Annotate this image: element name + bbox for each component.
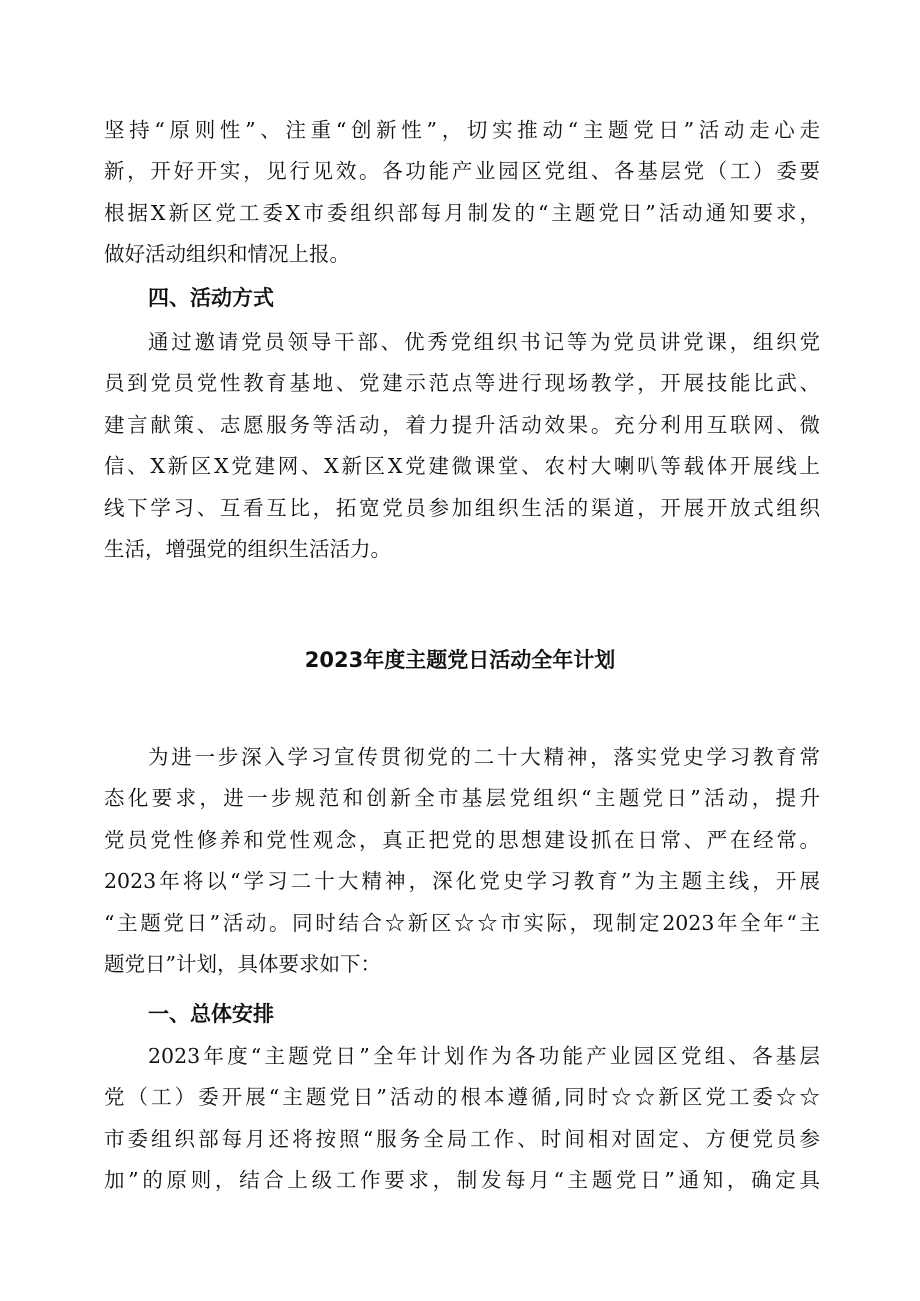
paragraph-line: 加”的原则，结合上级工作要求，制发每月“主题党日”通知，确定具 [104,1168,820,1192]
paragraph-line: 坚持“原则性”、注重“创新性”，切实推动“主题党日”活动走心走 [104,118,820,142]
paragraph-line: “主题党日”活动。同时结合☆新区☆☆市实际，现制定2023年全年“主 [104,911,820,935]
paragraph-line: 2023年度“主题党日”全年计划作为各功能产业园区党组、各基层 [148,1044,820,1068]
paragraph-line: 态化要求，进一步规范和创新全市基层党组织“主题党日”活动，提升 [104,786,820,810]
paragraph-line: 新，开好开实，见行见效。各功能产业园区党组、各基层党（工）委要 [104,159,820,183]
paragraph-line: 建言献策、志愿服务等活动，着力提升活动效果。充分利用互联网、微 [104,413,820,437]
section-heading-activity-method: 四、活动方式 [148,286,274,310]
paragraph-line: 党（工）委开展“主题党日”活动的根本遵循,同时☆☆新区党工委☆☆ [104,1085,820,1109]
paragraph-line: 2023年将以“学习二十大精神，深化党史学习教育”为主题主线，开展 [104,869,820,893]
paragraph-line: 题党日”计划，具体要求如下： [104,952,381,976]
paragraph-line: 线下学习、互看互比，拓宽党员参加组织生活的渠道，开展开放式组织 [104,496,820,520]
paragraph-line: 市委组织部每月还将按照“服务全局工作、时间相对固定、方便党员参 [104,1127,820,1151]
paragraph-line: 做好活动组织和情况上报。 [104,242,350,266]
paragraph-line: 信、X新区X党建网、X新区X党建微课堂、农村大喇叭等载体开展线上 [104,454,820,478]
paragraph-line: 为进一步深入学习宣传贯彻党的二十大精神，落实党史学习教育常 [148,745,820,769]
section-heading-overall-arrangement: 一、总体安排 [148,1002,274,1026]
paragraph-line: 员到党员党性教育基地、党建示范点等进行现场教学，开展技能比武、 [104,371,820,395]
paragraph-line: 根据X新区党工委X市委组织部每月制发的“主题党日”活动通知要求， [104,201,820,225]
paragraph-line: 生活，增强党的组织生活活力。 [104,537,391,561]
paragraph-line: 通过邀请党员领导干部、优秀党组织书记等为党员讲党课，组织党 [148,330,820,354]
paragraph-line: 党员党性修养和党性观念，真正把党的思想建设抓在日常、严在经常。 [104,828,820,852]
document-title: 2023年度主题党日活动全年计划 [304,648,616,672]
